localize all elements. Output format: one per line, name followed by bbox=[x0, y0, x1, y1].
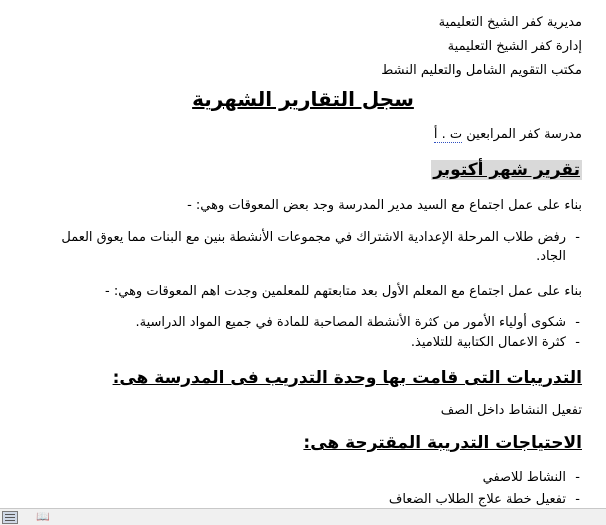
training-item: تفعيل النشاط داخل الصف bbox=[440, 403, 582, 418]
school-name bbox=[434, 126, 582, 144]
needs-heading: الاحتياجات التدريبة المقترحة هى: bbox=[303, 433, 582, 453]
training-heading: التدريبات التى قامت بها وحدة التدريب فى المدرسة هى: bbox=[112, 368, 582, 388]
training-heading-line bbox=[113, 366, 582, 392]
read-mode-book-icon[interactable]: 📖 bbox=[36, 510, 50, 523]
section1-intro: بناء على عمل اجتماع مع السيد مدير المدرسة وجد بعض المعوقات وهي: - bbox=[187, 198, 582, 213]
print-layout-view-icon[interactable] bbox=[2, 511, 18, 524]
section2-bullet-1-text: شكوى أولياء الأمور من كثرة الأنشطة المصاحبة للمادة في جميع المواد الدراسية. bbox=[135, 315, 566, 330]
bullet-dash: - bbox=[575, 470, 580, 485]
month-heading: تقرير شهر أكتوبر bbox=[433, 160, 580, 180]
section2-bullet-1 bbox=[46, 313, 580, 332]
status-bar bbox=[0, 508, 606, 525]
header-line-administration: إدارة كفر الشيخ التعليمية bbox=[447, 39, 582, 54]
document-title: سجل التقارير الشهرية bbox=[192, 87, 414, 111]
section2-intro: بناء على عمل اجتماع مع المعلم الأول بعد متابعتهم للمعلمين وجدت اهم المعوقات وهي: - bbox=[105, 284, 582, 299]
section1-bullet-text: رفض طلاب المرحلة الإعدادية الاشتراك في مجموعات الأنشطة بنين مع البنات مما يعوق العمل الجاد. bbox=[61, 230, 566, 264]
school-name-prefix: مدرسة كفر المرابعين bbox=[462, 127, 582, 142]
month-heading-line bbox=[431, 158, 582, 184]
section2-bullet-2 bbox=[46, 333, 580, 352]
needs-bullet-1 bbox=[46, 468, 580, 487]
section2-bullet-2-text: كثرة الاعمال الكتابية للتلاميذ. bbox=[410, 335, 566, 350]
needs-bullet-2-text: تفعيل خطة علاج الطلاب الضعاف bbox=[388, 492, 566, 507]
bullet-dash: - bbox=[575, 230, 580, 245]
section1-bullet bbox=[46, 228, 580, 266]
header-line-directorate: مديرية كفر الشيخ التعليمية bbox=[438, 15, 582, 30]
bullet-dash: - bbox=[575, 315, 580, 330]
bullet-dash: - bbox=[575, 492, 580, 507]
bullet-dash: - bbox=[575, 335, 580, 350]
needs-heading-line bbox=[303, 431, 582, 457]
needs-bullet-1-text: النشاط للاصفي bbox=[482, 470, 566, 485]
needs-bullet-2 bbox=[46, 490, 580, 508]
header-line-office: مكتب التقويم الشامل والتعليم النشط bbox=[381, 63, 582, 78]
school-name-suffix: ت . أ bbox=[433, 127, 463, 142]
